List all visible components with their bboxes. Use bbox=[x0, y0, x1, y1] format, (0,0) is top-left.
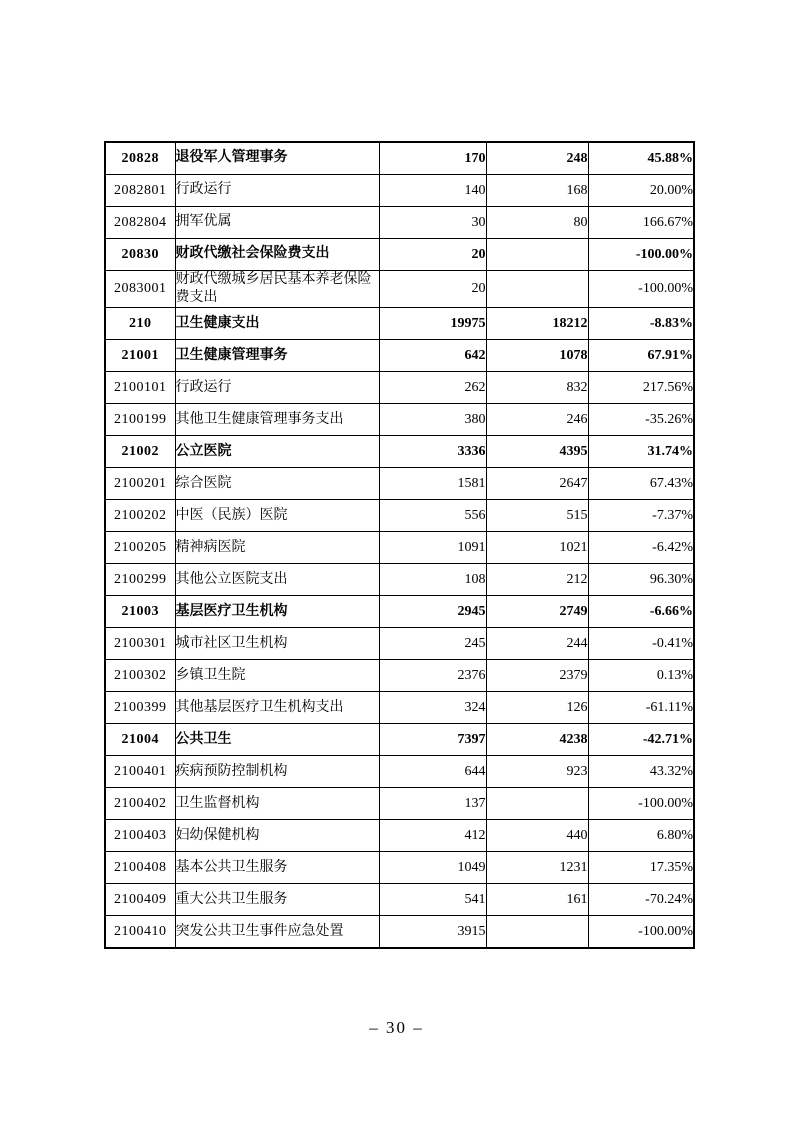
cell-amount-column-1: 20 bbox=[379, 239, 486, 271]
cell-code: 21004 bbox=[105, 724, 175, 756]
cell-change-percent: 31.74% bbox=[588, 436, 694, 468]
cell-code: 2100301 bbox=[105, 628, 175, 660]
cell-code: 2100101 bbox=[105, 372, 175, 404]
cell-code: 2100402 bbox=[105, 788, 175, 820]
table-row bbox=[105, 239, 694, 271]
cell-change-percent: 96.30% bbox=[588, 564, 694, 596]
cell-amount-column-2: 832 bbox=[486, 372, 588, 404]
cell-amount-column-1: 1049 bbox=[379, 852, 486, 884]
cell-change-percent: -6.42% bbox=[588, 532, 694, 564]
cell-name: 财政代缴社会保险费支出 bbox=[175, 239, 379, 271]
table-row bbox=[105, 308, 694, 340]
cell-name: 疾病预防控制机构 bbox=[175, 756, 379, 788]
cell-name: 其他公立医院支出 bbox=[175, 564, 379, 596]
cell-amount-column-2: 80 bbox=[486, 207, 588, 239]
cell-code: 2100302 bbox=[105, 660, 175, 692]
budget-expenditure-table bbox=[104, 141, 695, 949]
cell-name: 卫生健康支出 bbox=[175, 308, 379, 340]
cell-change-percent: -100.00% bbox=[588, 271, 694, 308]
cell-amount-column-1: 7397 bbox=[379, 724, 486, 756]
cell-change-percent: 0.13% bbox=[588, 660, 694, 692]
cell-code: 2082804 bbox=[105, 207, 175, 239]
table-row bbox=[105, 404, 694, 436]
cell-amount-column-1: 245 bbox=[379, 628, 486, 660]
cell-change-percent: 217.56% bbox=[588, 372, 694, 404]
cell-code: 2083001 bbox=[105, 271, 175, 308]
cell-amount-column-2 bbox=[486, 271, 588, 308]
cell-amount-column-2: 126 bbox=[486, 692, 588, 724]
cell-code: 21002 bbox=[105, 436, 175, 468]
cell-amount-column-2: 248 bbox=[486, 142, 588, 175]
cell-code: 20828 bbox=[105, 142, 175, 175]
table-row bbox=[105, 436, 694, 468]
cell-amount-column-2: 440 bbox=[486, 820, 588, 852]
cell-code: 2100408 bbox=[105, 852, 175, 884]
cell-amount-column-1: 1581 bbox=[379, 468, 486, 500]
cell-name: 重大公共卫生服务 bbox=[175, 884, 379, 916]
cell-amount-column-2: 1078 bbox=[486, 340, 588, 372]
cell-code: 21003 bbox=[105, 596, 175, 628]
cell-amount-column-1: 170 bbox=[379, 142, 486, 175]
cell-amount-column-1: 140 bbox=[379, 175, 486, 207]
cell-change-percent: -61.11% bbox=[588, 692, 694, 724]
cell-name: 拥军优属 bbox=[175, 207, 379, 239]
cell-change-percent: -100.00% bbox=[588, 788, 694, 820]
cell-code: 2100299 bbox=[105, 564, 175, 596]
cell-change-percent: 45.88% bbox=[588, 142, 694, 175]
cell-amount-column-1: 137 bbox=[379, 788, 486, 820]
cell-name: 行政运行 bbox=[175, 372, 379, 404]
cell-amount-column-2: 515 bbox=[486, 500, 588, 532]
cell-name: 妇幼保健机构 bbox=[175, 820, 379, 852]
cell-change-percent: -7.37% bbox=[588, 500, 694, 532]
cell-amount-column-1: 108 bbox=[379, 564, 486, 596]
table-row bbox=[105, 852, 694, 884]
cell-amount-column-2: 246 bbox=[486, 404, 588, 436]
cell-code: 2100205 bbox=[105, 532, 175, 564]
cell-amount-column-1: 262 bbox=[379, 372, 486, 404]
cell-code: 210 bbox=[105, 308, 175, 340]
cell-amount-column-2 bbox=[486, 788, 588, 820]
cell-change-percent: -8.83% bbox=[588, 308, 694, 340]
cell-change-percent: -35.26% bbox=[588, 404, 694, 436]
cell-name: 行政运行 bbox=[175, 175, 379, 207]
cell-name: 精神病医院 bbox=[175, 532, 379, 564]
cell-name: 基本公共卫生服务 bbox=[175, 852, 379, 884]
cell-name: 中医（民族）医院 bbox=[175, 500, 379, 532]
cell-change-percent: -42.71% bbox=[588, 724, 694, 756]
cell-code: 2100403 bbox=[105, 820, 175, 852]
cell-amount-column-1: 324 bbox=[379, 692, 486, 724]
cell-change-percent: 17.35% bbox=[588, 852, 694, 884]
cell-amount-column-1: 2945 bbox=[379, 596, 486, 628]
cell-name: 其他基层医疗卫生机构支出 bbox=[175, 692, 379, 724]
cell-change-percent: -6.66% bbox=[588, 596, 694, 628]
cell-amount-column-1: 30 bbox=[379, 207, 486, 239]
cell-amount-column-1: 2376 bbox=[379, 660, 486, 692]
table-row bbox=[105, 207, 694, 239]
cell-amount-column-2 bbox=[486, 239, 588, 271]
table-row bbox=[105, 628, 694, 660]
page-number: – 30 – bbox=[369, 1018, 424, 1037]
cell-change-percent: 20.00% bbox=[588, 175, 694, 207]
table-row bbox=[105, 692, 694, 724]
cell-name: 基层医疗卫生机构 bbox=[175, 596, 379, 628]
cell-name: 突发公共卫生事件应急处置 bbox=[175, 916, 379, 949]
cell-change-percent: 67.91% bbox=[588, 340, 694, 372]
table-row bbox=[105, 532, 694, 564]
cell-code: 2100401 bbox=[105, 756, 175, 788]
cell-amount-column-1: 412 bbox=[379, 820, 486, 852]
table-row bbox=[105, 175, 694, 207]
cell-name: 乡镇卫生院 bbox=[175, 660, 379, 692]
cell-amount-column-2: 2647 bbox=[486, 468, 588, 500]
cell-code: 2100199 bbox=[105, 404, 175, 436]
cell-code: 2100409 bbox=[105, 884, 175, 916]
cell-amount-column-2 bbox=[486, 916, 588, 949]
cell-name: 退役军人管理事务 bbox=[175, 142, 379, 175]
cell-change-percent: 67.43% bbox=[588, 468, 694, 500]
cell-code: 2100202 bbox=[105, 500, 175, 532]
cell-code: 2100399 bbox=[105, 692, 175, 724]
cell-change-percent: -100.00% bbox=[588, 239, 694, 271]
cell-change-percent: 43.32% bbox=[588, 756, 694, 788]
cell-change-percent: -100.00% bbox=[588, 916, 694, 949]
table-row bbox=[105, 756, 694, 788]
cell-amount-column-2: 1231 bbox=[486, 852, 588, 884]
cell-code: 21001 bbox=[105, 340, 175, 372]
cell-amount-column-2: 1021 bbox=[486, 532, 588, 564]
table-row bbox=[105, 788, 694, 820]
cell-name: 财政代缴城乡居民基本养老保险费支出 bbox=[175, 271, 379, 308]
table-row bbox=[105, 596, 694, 628]
table-row bbox=[105, 500, 694, 532]
cell-name: 综合医院 bbox=[175, 468, 379, 500]
cell-code: 2082801 bbox=[105, 175, 175, 207]
cell-name: 公共卫生 bbox=[175, 724, 379, 756]
cell-code: 2100410 bbox=[105, 916, 175, 949]
cell-amount-column-2: 2379 bbox=[486, 660, 588, 692]
cell-name: 公立医院 bbox=[175, 436, 379, 468]
cell-amount-column-2: 2749 bbox=[486, 596, 588, 628]
table-row bbox=[105, 916, 694, 949]
cell-amount-column-2: 168 bbox=[486, 175, 588, 207]
table-row bbox=[105, 340, 694, 372]
table-row bbox=[105, 271, 694, 308]
cell-name: 卫生监督机构 bbox=[175, 788, 379, 820]
cell-change-percent: -0.41% bbox=[588, 628, 694, 660]
cell-amount-column-1: 380 bbox=[379, 404, 486, 436]
cell-code: 2100201 bbox=[105, 468, 175, 500]
cell-amount-column-1: 3336 bbox=[379, 436, 486, 468]
cell-amount-column-1: 644 bbox=[379, 756, 486, 788]
cell-amount-column-1: 19975 bbox=[379, 308, 486, 340]
cell-amount-column-1: 642 bbox=[379, 340, 486, 372]
cell-amount-column-2: 923 bbox=[486, 756, 588, 788]
table-row bbox=[105, 468, 694, 500]
cell-amount-column-2: 4395 bbox=[486, 436, 588, 468]
cell-amount-column-2: 244 bbox=[486, 628, 588, 660]
cell-amount-column-2: 161 bbox=[486, 884, 588, 916]
table-row bbox=[105, 142, 694, 175]
cell-change-percent: -70.24% bbox=[588, 884, 694, 916]
cell-amount-column-1: 556 bbox=[379, 500, 486, 532]
table-row bbox=[105, 820, 694, 852]
cell-amount-column-2: 4238 bbox=[486, 724, 588, 756]
table-row bbox=[105, 724, 694, 756]
table-row bbox=[105, 564, 694, 596]
table-row bbox=[105, 884, 694, 916]
cell-name: 卫生健康管理事务 bbox=[175, 340, 379, 372]
cell-change-percent: 166.67% bbox=[588, 207, 694, 239]
cell-name: 其他卫生健康管理事务支出 bbox=[175, 404, 379, 436]
cell-amount-column-2: 18212 bbox=[486, 308, 588, 340]
cell-name: 城市社区卫生机构 bbox=[175, 628, 379, 660]
cell-change-percent: 6.80% bbox=[588, 820, 694, 852]
table-row bbox=[105, 660, 694, 692]
cell-code: 20830 bbox=[105, 239, 175, 271]
cell-amount-column-1: 20 bbox=[379, 271, 486, 308]
cell-amount-column-1: 3915 bbox=[379, 916, 486, 949]
cell-amount-column-1: 541 bbox=[379, 884, 486, 916]
table-row bbox=[105, 372, 694, 404]
cell-amount-column-2: 212 bbox=[486, 564, 588, 596]
cell-amount-column-1: 1091 bbox=[379, 532, 486, 564]
